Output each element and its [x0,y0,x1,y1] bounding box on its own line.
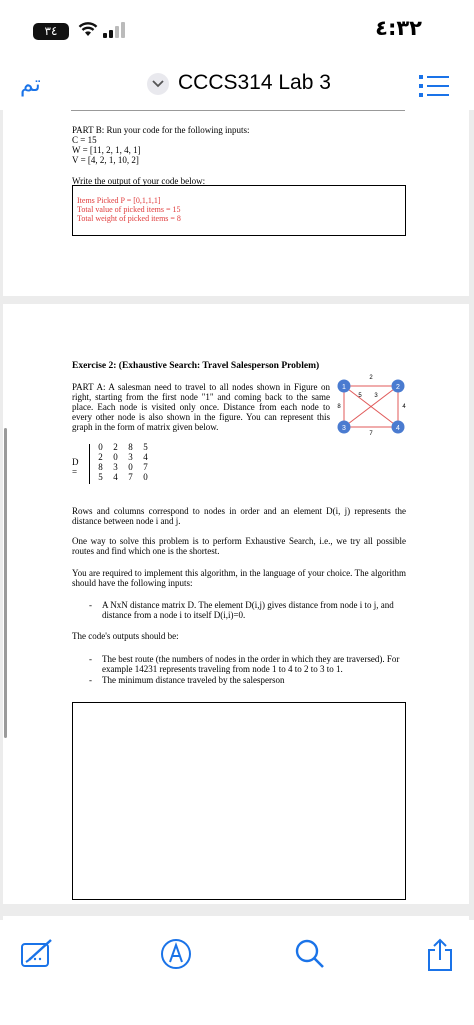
cellular-signal-icon [103,22,129,38]
matrix-label: D = [72,457,79,477]
edge-label: 2 [369,375,373,381]
scrollbar[interactable] [4,428,7,738]
matrix-cell: 0 [128,462,133,472]
node-label: 1 [342,384,346,391]
battery-indicator: ٣٤ [33,23,69,40]
bullet-dash: - [89,654,92,664]
search-icon[interactable] [294,938,326,970]
matrix-cell: 0 [143,472,148,482]
chevron-down-icon [152,80,164,88]
done-button[interactable]: تم [20,72,41,97]
paragraph: Rows and columns correspond to nodes in order and an element D(i, j) represents the distance between node i and j. [72,506,406,526]
list-item-text: A NxN distance matrix D. The element D(i,j) gives distance from node i to j, and distance from a node i to itself D(i,i)=0. [102,600,394,620]
document-viewer[interactable] [0,110,474,920]
matrix-grid [93,442,153,482]
pdf-page [3,110,469,296]
status-bar [0,0,474,62]
edge-label: 7 [369,431,373,436]
node-label: 4 [396,425,400,432]
divider [71,110,405,111]
list-icon[interactable] [418,74,450,98]
markup-icon[interactable] [20,938,56,970]
highlight-icon[interactable] [160,938,192,970]
matrix-cell: 2 [113,442,118,452]
node-label: 2 [396,384,400,391]
text-line: W = [11, 2, 1, 4, 1] [72,145,141,155]
output-box [72,185,406,236]
part-b-text [72,125,249,165]
bullet-dash: - [89,675,92,685]
matrix-cell: 4 [113,472,118,482]
output-text [77,196,181,223]
list-item-text: The best route (the numbers of nodes in the order in which they are traversed). For example 14231 represents traveling from node 1 to 4 to 2 to 3 to 1. [102,654,400,674]
navigation-bar [0,62,474,110]
pdf-page [3,304,469,904]
title-menu-button[interactable] [147,73,169,95]
edge-label: 3 [374,393,378,399]
text-line: Items Picked P = [0,1,1,1] [77,196,161,205]
paragraph: You are required to implement this algorithm, in the language of your choice. The algorithm should have the following inputs: [72,568,406,588]
text-line: V = [4, 2, 1, 10, 2] [72,155,139,165]
matrix-cell: 0 [98,442,103,452]
bullet-dash: - [89,600,92,610]
text-line: Total weight of picked items = 8 [77,214,181,223]
matrix-bracket [89,444,92,484]
matrix-cell: 8 [98,462,103,472]
text-line: C = 15 [72,135,97,145]
document-title[interactable]: CCCS314 Lab 3 [178,71,331,94]
edge-label: 5 [358,393,362,399]
matrix-cell: 4 [143,452,148,462]
answer-box [72,702,406,900]
tsp-graph [334,372,410,436]
list-item-text: The minimum distance traveled by the salesperson [102,675,285,685]
wifi-icon [78,21,98,37]
matrix-cell: 3 [128,452,133,462]
output-label: Write the output of your code below: [72,176,206,186]
share-icon[interactable] [426,938,454,972]
bottom-toolbar [0,920,474,1025]
text-line: PART B: Run your code for the following inputs: [72,125,250,135]
matrix-cell: 8 [128,442,133,452]
matrix-cell: 7 [143,462,148,472]
edge-label: 4 [402,404,406,410]
exercise-title: Exercise 2: (Exhaustive Search: Travel Salesperson Problem) [72,361,320,371]
outputs-heading: The code's outputs should be: [72,631,179,641]
node-label: 3 [342,425,346,432]
edge-label: 8 [337,404,341,410]
matrix-cell: 5 [143,442,148,452]
part-a-text: PART A: A salesman need to travel to all nodes shown in Figure on right, starting from the first node "1" and coming back to the same place. Each node is visited only once. Distance from each node to every other node is also shown in the figure. You can represent this graph in the form of matrix given below. [72,382,330,432]
matrix-cell: 0 [113,452,118,462]
matrix-cell: 2 [98,452,103,462]
text-line: Total value of picked items = 15 [77,205,181,214]
matrix-cell: 7 [128,472,133,482]
matrix-cell: 5 [98,472,103,482]
clock: ٤:٣٢ [375,16,422,40]
matrix-cell: 3 [113,462,118,472]
paragraph: One way to solve this problem is to perform Exhaustive Search, i.e., we try all possible routes and find which one is the shortest. [72,536,406,556]
